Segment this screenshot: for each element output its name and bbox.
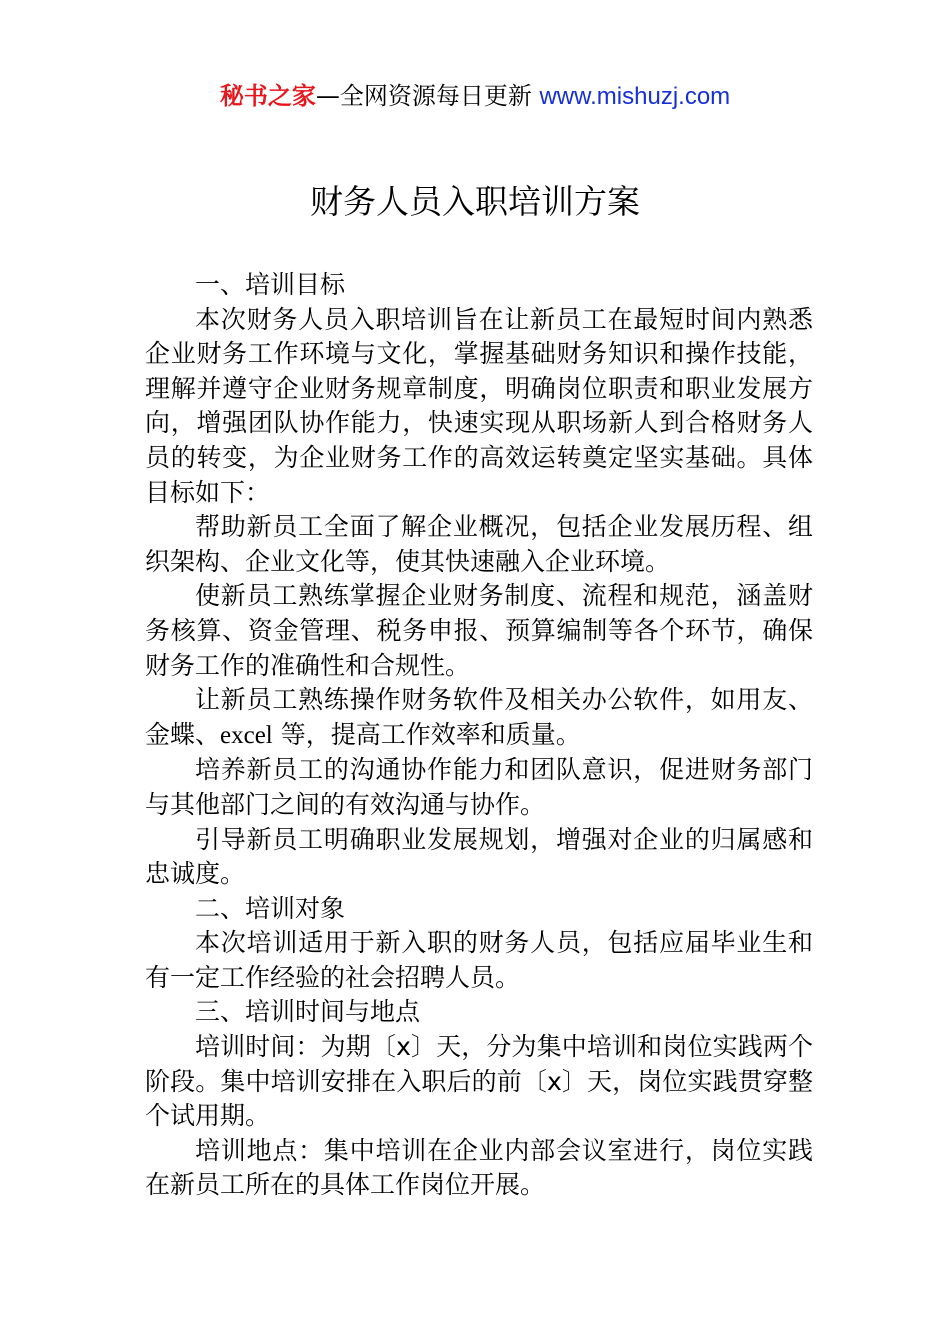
paragraph-audience: 本次培训适用于新入职的财务人员，包括应届毕业生和有一定工作经验的社会招聘人员。 <box>145 928 813 992</box>
section-heading-goals: 一、培训目标 <box>195 270 346 299</box>
paragraph-goal-3 <box>145 683 813 753</box>
paragraph-goal-4: 培养新员工的沟通协作能力和团队意识，促进财务部门与其他部门之间的有效沟通与协作。 <box>145 755 813 819</box>
paragraph-goal-2: 使新员工熟练掌握企业财务制度、流程和规范，涵盖财务核算、资金管理、税务申报、预算编制等各个环节，确保财务工作的准确性和合规性。 <box>145 581 813 680</box>
section-heading-audience: 二、培训对象 <box>195 893 346 923</box>
paragraph-goal-1: 帮助新员工全面了解企业概况，包括企业发展历程、组织架构、企业文化等，使其快速融入企业环境。 <box>145 512 813 576</box>
paragraph-intro: 本次财务人员入职培训旨在让新员工在最短时间内熟悉企业财务工作环境与文化，掌握基础财务知识和操作技能，理解并遵守企业财务规章制度，明确岗位职责和职业发展方向，增强团队协作能力，快速实现从职场新人到合格财务人员的转变，为企业财务工作的高效运转奠定坚实基础。具体目标如下： <box>145 304 813 507</box>
paragraph-goal-3-text-a: 让新员工熟练操作财务软件及相关办公软件，如用友、金蝶、 <box>145 685 813 749</box>
paragraph-goal-3-excel: excel <box>220 721 273 749</box>
site-header <box>0 80 950 113</box>
site-url[interactable]: www.mishuzj.com <box>539 83 731 110</box>
document-title: 财务人员入职培训方案 <box>310 182 640 221</box>
document-body <box>145 268 813 1203</box>
site-brand: 秘书之家 <box>219 82 316 110</box>
site-slogan: —全网资源每日更新 <box>315 82 540 110</box>
section-heading-time-place: 三、培训时间与地点 <box>195 997 421 1027</box>
paragraph-place: 培训地点：集中培训在企业内部会议室进行，岗位实践在新员工所在的具体工作岗位开展。 <box>145 1135 813 1200</box>
paragraph-goal-3-text-b: 等，提高工作效率和质量。 <box>272 719 581 749</box>
paragraph-goal-5: 引导新员工明确职业发展规划，增强对企业的归属感和忠诚度。 <box>145 824 813 889</box>
paragraph-time: 培训时间：为期〔x〕天，分为集中培训和岗位实践两个阶段。集中培训安排在入职后的前〔x〕天，岗位实践贯穿整个试用期。 <box>145 1032 813 1131</box>
